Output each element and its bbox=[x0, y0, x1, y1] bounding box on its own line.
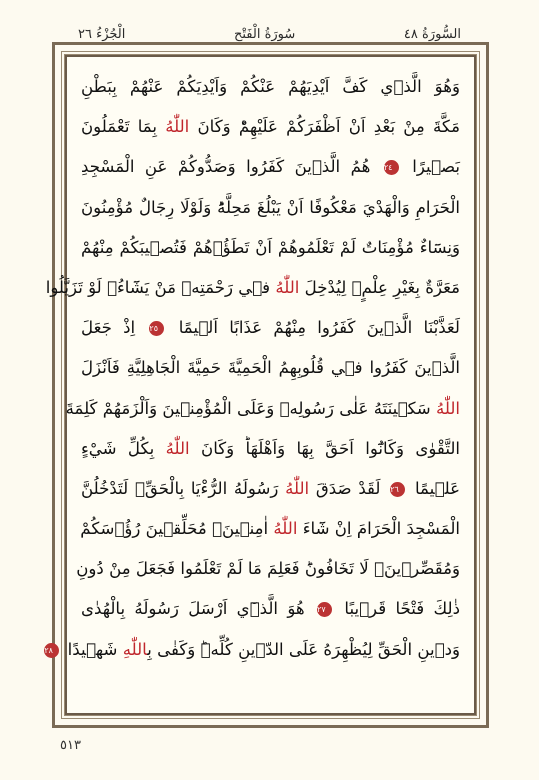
ayah-number-marker: ٢٥ bbox=[149, 321, 164, 336]
verse-text: رَسُولَهُ الرُّءْيَا بِالْحَقِّۚ لَتَدْخُلُنَّ bbox=[81, 478, 286, 498]
text-line bbox=[81, 308, 460, 348]
text-line bbox=[81, 147, 460, 187]
text-panel bbox=[44, 55, 476, 715]
text-line bbox=[81, 429, 460, 469]
verse-text: هُمُ الَّذ۪ينَ كَفَرُوا وَصَدُّوكُمْ عَنِ الْمَسْجِدِ bbox=[81, 157, 381, 177]
ayah-number-marker: ٢٨ bbox=[44, 643, 59, 658]
verse-text: عَل۪يمًا bbox=[408, 478, 460, 498]
verse-text: ف۪ي رَحْمَتِه۪ مَنْ يَشَٓاءُۚ لَوْ تَزَيَّلُوا bbox=[45, 277, 276, 297]
verse-text: بَص۪يرًا bbox=[401, 157, 460, 177]
text-line bbox=[81, 589, 460, 629]
verse-text: وَنِسَٓاءٌ مُؤْمِنَاتٌ لَمْ تَعْلَمُوهُمْ اَنْ تَطَؤُ۫هُمْ فَتُص۪يبَكُمْ مِنْهُمْ bbox=[81, 237, 460, 257]
text-line bbox=[76, 549, 460, 589]
text-line bbox=[81, 348, 460, 388]
text-line bbox=[81, 188, 460, 228]
verse-text: سَك۪ينَتَهُ عَلٰى رَسُولِه۪ وَعَلَى الْمُؤْمِن۪ينَ وَاَلْزَمَهُمْ كَلِمَةَ bbox=[65, 398, 436, 418]
ayah-number-marker: ٢٤ bbox=[384, 160, 399, 175]
text-line bbox=[81, 469, 460, 509]
verse-text: لَقَدْ صَدَقَ bbox=[309, 478, 388, 498]
verse-text: لَعَذَّبْنَا الَّذ۪ينَ كَفَرُوا مِنْهُمْ عَذَابًا اَل۪يمًا bbox=[167, 318, 460, 338]
text-line bbox=[45, 268, 460, 308]
surah-title: سُورَةُ الْفَتْحِ bbox=[233, 26, 296, 42]
verse-text: ذٰلِكَ فَتْحًا قَر۪يبًا bbox=[335, 599, 460, 619]
ornamental-frame bbox=[44, 42, 489, 728]
verse-text: شَه۪يدًا bbox=[62, 639, 123, 659]
divine-name: اللّٰهِ bbox=[122, 639, 148, 659]
text-line bbox=[81, 107, 460, 147]
verse-text: الَّذ۪ينَ كَفَرُوا ف۪ي قُلُوبِهِمُ الْحَمِيَّةَ حَمِيَّةَ الْجَاهِلِيَّةِ فَاَنْزَلَ bbox=[81, 358, 460, 378]
surah-number: السُّورَةُ ٤٨ bbox=[403, 26, 461, 42]
verse-text: وَمُقَصِّر۪ينَۙ لَا تَخَافُونَؕ فَعَلِمَ مَا لَمْ تَعْلَمُوا فَجَعَلَ مِنْ دُونِ bbox=[76, 559, 460, 579]
verse-text: وَهُوَ الَّذ۪ي كَفَّ اَيْدِيَهُمْ عَنْكُمْ وَاَيْدِيَكُمْ عَنْهُمْ بِبَطْنِ bbox=[81, 77, 460, 96]
verse-text: الْحَرَامِ وَالْهَدْيَ مَعْكُوفًا اَنْ يَبْلُغَ مَحِلَّهُؕ وَلَوْلَا رِجَالٌ مُؤْمِنُونَ bbox=[81, 197, 460, 217]
verse-text: الْمَسْجِدَ الْحَرَامَ اِنْ شَٓاءَ bbox=[297, 519, 460, 539]
divine-name: اللّٰهُ bbox=[275, 277, 300, 297]
ayah-number-marker: ٢٦ bbox=[390, 482, 405, 497]
verse-text: مَكَّةَ مِنْ بَعْدِ اَنْ اَظْفَرَكُمْ عَلَيْهِمْؕ وَكَانَ bbox=[189, 117, 460, 137]
verse-text: اٰمِن۪ينَۙ مُحَلِّق۪ينَ رُؤُ۫سَكُمْ bbox=[80, 519, 274, 539]
text-line bbox=[65, 389, 460, 429]
text-line bbox=[44, 630, 460, 670]
page-header bbox=[78, 24, 461, 44]
divine-name: اللّٰهُ bbox=[165, 438, 190, 458]
verse-text: هُوَ الَّذ۪ٓي اَرْسَلَ رَسُولَهُ بِالْهُدٰى bbox=[81, 599, 315, 619]
ayah-number-marker: ٢٧ bbox=[317, 602, 332, 617]
text-line bbox=[81, 67, 460, 107]
verse-text: وَد۪ينِ الْحَقِّ لِيُظْهِرَهُ عَلَى الدّ۪ينِ كُلِّه۪ؕ وَكَفٰى بِ bbox=[147, 639, 460, 659]
verse-text: التَّقْوٰى وَكَانُٓوا اَحَقَّ بِهَا وَاَهْلَهَاؕ وَكَانَ bbox=[189, 438, 460, 458]
divine-name: اللّٰهُ bbox=[165, 117, 190, 137]
verse-text: بِمَا تَعْمَلُونَ bbox=[81, 117, 166, 137]
verse-text: مَعَرَّةٌ بِغَيْرِ عِلْمٍۚ لِيُدْخِلَ bbox=[299, 277, 460, 297]
text-line bbox=[81, 509, 460, 549]
divine-name: اللّٰهُ bbox=[285, 478, 310, 498]
divine-name: اللّٰهُ bbox=[435, 398, 460, 418]
verse-text: بِكُلِّ شَيْءٍ bbox=[81, 438, 166, 458]
verse-text: اِذْ جَعَلَ bbox=[81, 318, 147, 338]
page-number: ٥١٣ bbox=[60, 738, 81, 753]
text-line bbox=[81, 228, 460, 268]
juz-label: الْجُزْءُ ٢٦ bbox=[78, 26, 126, 42]
divine-name: اللّٰهُ bbox=[273, 519, 298, 539]
quran-text bbox=[44, 67, 460, 707]
